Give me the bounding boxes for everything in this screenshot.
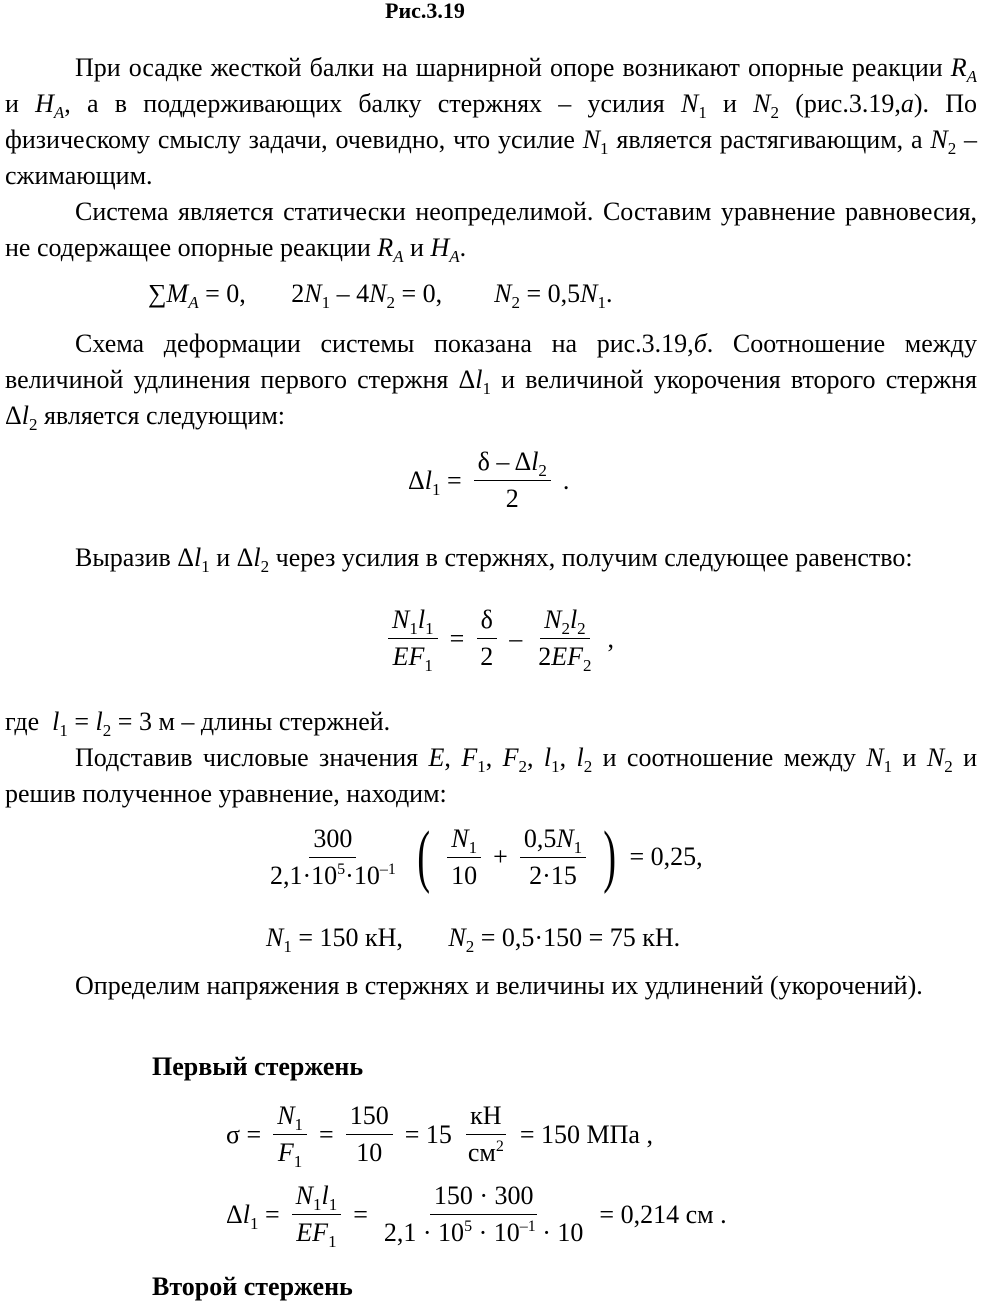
- paragraph-5: где $l_1 = l_2 = 3$ м – длины стержней.: [5, 707, 391, 740]
- paragraph-2: Система является статически неопределимой. Составим уравнение равновесия, не содержащее опорные реакции $R_A$ и $H_A$.: [5, 197, 977, 266]
- section-heading-first-rod: Первый стержень: [152, 1052, 364, 1081]
- equation-elongation: $\Delta l_1$ = $\frac{\delta - \Delta l_2}{2}$ .: [408, 447, 570, 513]
- equation-deformation: $\Delta l_1$ = $\frac{N_1l_1}{EF_1}$ = $\frac{150 \cdot 300}{2,1 \cdot 10^5 \cdot 10^{-1} \cdot 10}$ = 0,214 см .: [226, 1181, 727, 1251]
- figure-caption: Рис.3.19: [385, 0, 465, 23]
- equation-stress: σ = $\frac{N_1}{F_1}$ = $\frac{150}{10}$ = 15 $\frac{кН}{см^2}$ = 150 МПа ,: [226, 1101, 653, 1171]
- paragraph-6: Подставив числовые значения E, $F_1$, $F_2$, $l_1$, $l_2$ и соотношение между $N_1$ и $N_2$ и решив полученное уравнение, находим:: [5, 743, 977, 808]
- section-heading-second-rod: Второй стержень: [152, 1272, 353, 1301]
- equation-forces: $\frac{N_1l_1}{EF_1}$ = $\frac{\delta}{2}$ – $\frac{N_2l_2}{2EF_2}$ ,: [384, 604, 614, 673]
- equation-equilibrium: $\sum M_A = 0$, $2N_1 - 4N_2 = 0$, $N_2 = 0,5N_1$.: [148, 279, 613, 312]
- paragraph-1: При осадке жесткой балки на шарнирной опоре возникают опорные реакции $R_A$ и $H_A$, а в поддерживающих балку стержнях – усилия $N_1$ и $N_2$ (рис.3.19,а). По физическому смыслу задачи, очевидно, что усилие $N_1$ является растягивающим, а $N_2$ – сжимающим.: [5, 53, 978, 190]
- equation-results: $N_1 = 150$ кН, $N_2 = 0,5\cdot 150 = 75$ кН.: [266, 923, 681, 956]
- paragraph-4: Выразив $\Delta l_1$ и $\Delta l_2$ через усилия в стержнях, получим следующее равенство:: [75, 543, 913, 576]
- paragraph-3: Схема деформации системы показана на рис.3.19,б. Соотношение между величиной удлинения первого стержня $\Delta l_1$ и величиной укорочения второго стержня $\Delta l_2$ является следующим:: [5, 329, 977, 434]
- equation-substitution: $\frac{300}{2,1\cdot 10^5\cdot 10^{-1}}$ ( $\frac{N_1}{10}$ + $\frac{0,5N_1}{2\cdot 15}$ ) = 0,25,: [270, 818, 703, 895]
- paragraph-7: Определим напряжения в стержнях и величины их удлинений (укорочений).: [75, 971, 923, 1000]
